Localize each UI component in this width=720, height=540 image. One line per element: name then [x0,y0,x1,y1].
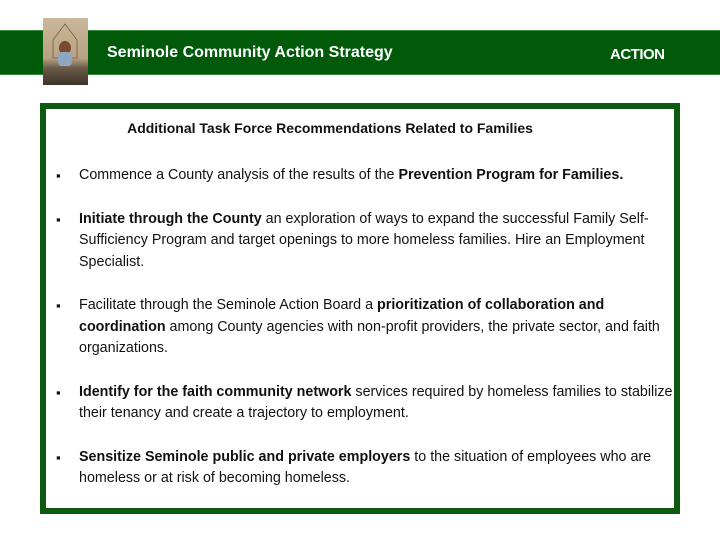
recommendation-text: Identify for the faith community network [79,383,352,400]
recommendations-list [56,165,676,512]
recommendation-item [56,209,676,274]
recommendation-item [56,165,676,187]
recommendation-item [56,295,676,360]
recommendation-text: prioritization of collaboration and coordination [79,297,605,335]
recommendation-text: Commence a County analysis of the results of the [79,167,399,183]
recommendation-text: Sensitize Seminole public and private employers [79,448,411,465]
recommendation-text: among County agencies with non-profit providers, the private sector, and faith organizations. [79,318,660,356]
section-label: ACTION [610,46,665,63]
presentation-title: Seminole Community Action Strategy [107,44,393,61]
recommendation-text: Prevention Program for Families. [398,167,624,183]
recommendation-item [56,382,676,425]
box-heading: Additional Task Force Recommendations Related to Families [127,120,533,136]
recommendation-item [56,447,676,490]
recommendations-box [40,103,680,514]
recommendation-text: an exploration of ways to expand the successful Family Self- Sufficiency Program and target openings to more homeless families. Hire an Employment Specialist. [79,210,649,270]
recommendation-text: services required by homeless families to stabilize their tenancy and create a trajectory to employment. [79,383,673,421]
recommendation-text: Facilitate through the Seminole Action Board a [79,297,378,313]
recommendation-text: Initiate through the County [79,210,262,227]
child-house-image-icon [43,18,88,85]
recommendation-text: to the situation of employees who are homeless or at risk of becoming homeless. [79,448,652,486]
header-photo [43,18,88,85]
